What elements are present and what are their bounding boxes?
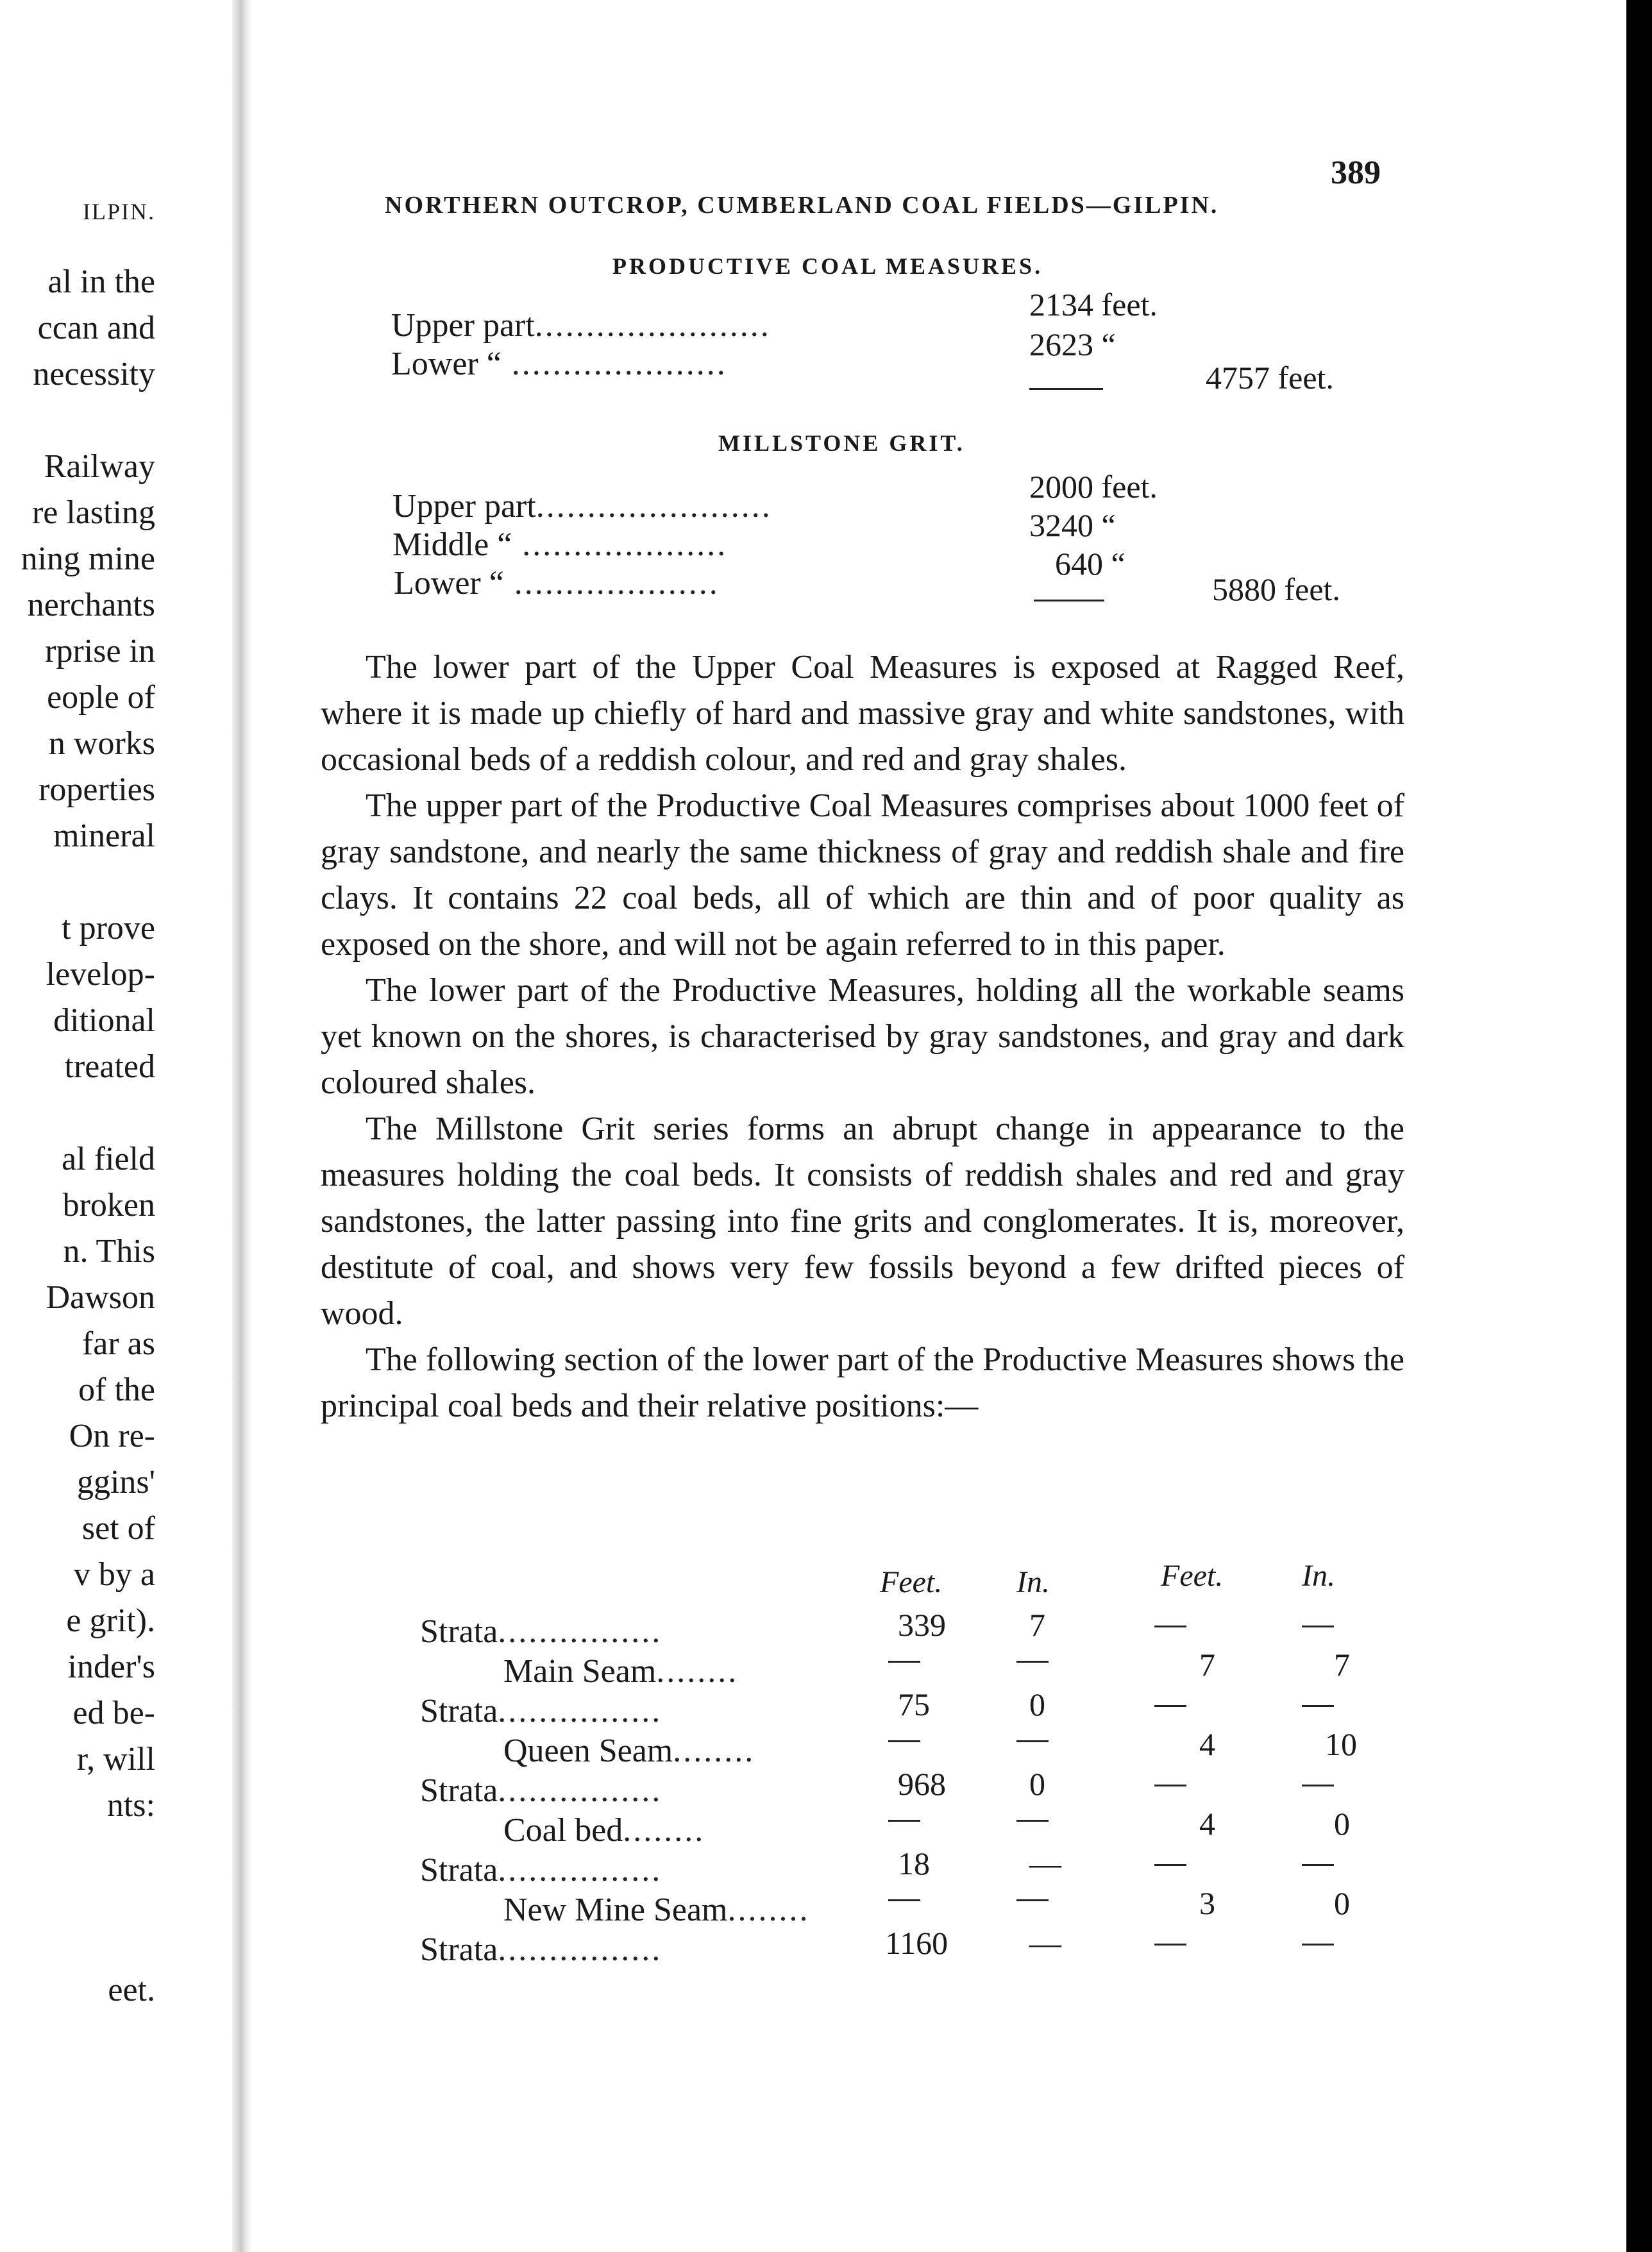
facing-page-line: roperties bbox=[38, 771, 155, 808]
millstone-row-value: 2000 feet. bbox=[1029, 469, 1158, 505]
facing-page-line: set of bbox=[81, 1510, 155, 1547]
table-row bbox=[420, 1931, 662, 1969]
facing-page-line: re lasting bbox=[31, 494, 155, 531]
cell-feet: 3 bbox=[1199, 1885, 1215, 1921]
productive-row-label: Upper part bbox=[391, 307, 535, 344]
cell-inches: — bbox=[1029, 1925, 1061, 1961]
dot-leader: ................ bbox=[498, 1693, 662, 1729]
table-dash bbox=[1302, 1705, 1334, 1707]
paragraph: The upper part of the Productive Coal Measures comprises about 1000 feet of gray sandstone, and nearly the same thickness of gray and reddish shale and fire clays. It contains 22 coal beds, all of which are thin and of poor quality as exposed on the shore, and will not be again referred to in this paper. bbox=[321, 787, 1404, 962]
table-dash bbox=[1302, 1864, 1334, 1866]
table-row bbox=[420, 1772, 662, 1810]
dot-leader: .................... bbox=[503, 565, 720, 601]
row-label: Coal bed bbox=[503, 1812, 623, 1849]
facing-page-line: Railway bbox=[44, 448, 155, 485]
cell-inches: — bbox=[1029, 1845, 1061, 1881]
row-label: Strata bbox=[420, 1931, 498, 1968]
millstone-row-value: 3240 “ bbox=[1029, 507, 1116, 543]
cell-inches: 0 bbox=[1334, 1806, 1350, 1842]
table-dash bbox=[1154, 1705, 1186, 1707]
facing-page-line: v by a bbox=[73, 1556, 155, 1593]
dot-leader: ........ bbox=[673, 1733, 755, 1769]
scan-edge-right bbox=[1626, 0, 1652, 2252]
facing-page-line: Dawson bbox=[46, 1279, 155, 1316]
cell-feet: 1160 bbox=[885, 1925, 948, 1961]
row-label: Queen Seam bbox=[503, 1733, 673, 1769]
row-label: Strata bbox=[420, 1693, 498, 1729]
millstone-row-value: 640 “ bbox=[1055, 546, 1125, 582]
facing-page-line: ccan and bbox=[37, 310, 155, 346]
facing-page-line: On re- bbox=[69, 1418, 155, 1454]
sum-rule bbox=[1034, 600, 1104, 601]
book-gutter bbox=[232, 0, 251, 2252]
facing-page-line: levelop- bbox=[46, 956, 155, 993]
dot-leader: ................ bbox=[498, 1613, 662, 1650]
column-header: In. bbox=[1016, 1565, 1050, 1599]
table-dash bbox=[888, 1661, 920, 1663]
dot-leader: ................ bbox=[498, 1772, 662, 1809]
body-text bbox=[321, 644, 1404, 1429]
facing-page-line: al in the bbox=[47, 264, 155, 300]
table-row bbox=[503, 1652, 738, 1691]
millstone-row bbox=[394, 564, 720, 603]
facing-page-line: ggins' bbox=[76, 1464, 155, 1500]
facing-page-line: broken bbox=[62, 1187, 155, 1223]
table-dash bbox=[1302, 1785, 1334, 1786]
dot-leader: ....................... bbox=[534, 307, 771, 344]
facing-page-line: ditional bbox=[53, 1002, 155, 1039]
facing-page-line: t prove bbox=[62, 910, 155, 946]
cell-inches: 0 bbox=[1029, 1686, 1045, 1722]
facing-page-line: ed be- bbox=[72, 1695, 155, 1731]
table-dash bbox=[1302, 1944, 1334, 1945]
row-label: Strata bbox=[420, 1852, 498, 1888]
running-head: NORTHERN OUTCROP, CUMBERLAND COAL FIELDS—GILPIN. bbox=[385, 192, 1219, 219]
productive-heading: PRODUCTIVE COAL MEASURES. bbox=[612, 253, 1043, 279]
table-row bbox=[503, 1811, 705, 1850]
column-header: Feet. bbox=[1161, 1559, 1224, 1593]
table-dash bbox=[888, 1740, 920, 1742]
facing-page-line: mineral bbox=[53, 818, 155, 854]
paragraph: The lower part of the Productive Measures, holding all the workable seams yet known on the shores, is characterised by gray sandstones, and gray and dark coloured shales. bbox=[321, 972, 1404, 1101]
facing-page-line: n works bbox=[48, 725, 155, 762]
facing-page-line: of the bbox=[78, 1372, 155, 1408]
cell-inches: 10 bbox=[1325, 1726, 1357, 1762]
table-row bbox=[420, 1613, 662, 1651]
facing-page-line: nerchants bbox=[27, 587, 155, 623]
cell-inches: 7 bbox=[1029, 1607, 1045, 1643]
facing-page-line: n. This bbox=[63, 1233, 155, 1270]
facing-page-line: nts: bbox=[106, 1787, 155, 1824]
facing-page-line: inder's bbox=[67, 1649, 155, 1685]
row-label: Strata bbox=[420, 1772, 498, 1809]
millstone-row-label: Middle “ bbox=[392, 526, 512, 563]
cell-feet: 75 bbox=[898, 1686, 930, 1722]
millstone-row-label: Lower “ bbox=[394, 565, 504, 601]
dot-leader: ....................... bbox=[535, 488, 772, 525]
cell-feet: 7 bbox=[1199, 1647, 1215, 1683]
table-dash bbox=[1016, 1899, 1049, 1901]
facing-page-line: necessity bbox=[33, 356, 155, 392]
table-dash bbox=[1016, 1740, 1049, 1742]
table-dash bbox=[1016, 1661, 1049, 1663]
facing-page-line: rprise in bbox=[45, 633, 155, 669]
sum-rule bbox=[1029, 388, 1103, 390]
dot-leader: ................ bbox=[498, 1852, 662, 1888]
dot-leader: ................ bbox=[498, 1931, 662, 1968]
productive-row-label: Lower “ bbox=[391, 346, 501, 382]
dot-leader: ........ bbox=[656, 1653, 739, 1690]
paragraph: The following section of the lower part of the Productive Measures shows the principal coal beds and their relative positions:— bbox=[321, 1341, 1404, 1424]
millstone-heading: MILLSTONE GRIT. bbox=[718, 430, 965, 456]
table-row bbox=[420, 1851, 662, 1890]
facing-page-line: al field bbox=[62, 1141, 155, 1177]
facing-page-line: far as bbox=[81, 1325, 155, 1362]
millstone-total: 5880 feet. bbox=[1212, 571, 1340, 607]
facing-page-line: e grit). bbox=[66, 1602, 155, 1639]
millstone-row bbox=[392, 526, 727, 564]
cell-inches: 7 bbox=[1334, 1647, 1350, 1683]
table-dash bbox=[1302, 1626, 1334, 1627]
productive-row bbox=[391, 307, 771, 345]
table-dash bbox=[888, 1899, 920, 1901]
productive-total: 4757 feet. bbox=[1206, 360, 1334, 396]
paragraph: The Millstone Grit series forms an abrupt change in appearance to the measures holding the coal beds. It consists of reddish shales and red and gray sandstones, the latter passing into fine grits and conglomerates. It is, moreover, destitute of coal, and shows very few fossils beyond a few drifted pieces of wood. bbox=[321, 1111, 1404, 1332]
dot-leader: ........ bbox=[623, 1812, 705, 1849]
dot-leader: ........ bbox=[727, 1892, 810, 1928]
table-row bbox=[420, 1692, 662, 1731]
column-header: In. bbox=[1302, 1559, 1335, 1593]
dot-leader: ..................... bbox=[501, 346, 727, 382]
table-dash bbox=[1154, 1785, 1186, 1786]
table-dash bbox=[1016, 1820, 1049, 1822]
row-label: Strata bbox=[420, 1613, 498, 1650]
dot-leader: .................... bbox=[512, 526, 728, 563]
facing-page-line: eet. bbox=[108, 1972, 155, 2008]
facing-page-line: r, will bbox=[76, 1741, 155, 1777]
row-label: New Mine Seam bbox=[503, 1892, 728, 1928]
cell-inches: 0 bbox=[1029, 1766, 1045, 1802]
table-dash bbox=[1154, 1864, 1186, 1866]
table-dash bbox=[1154, 1944, 1186, 1945]
cell-feet: 339 bbox=[898, 1607, 946, 1643]
row-label: Main Seam bbox=[503, 1653, 657, 1690]
cell-inches: 0 bbox=[1334, 1885, 1350, 1921]
productive-row-value: 2134 feet. bbox=[1029, 287, 1158, 323]
cell-feet: 968 bbox=[898, 1766, 946, 1802]
page-number: 389 bbox=[1331, 155, 1381, 191]
millstone-row bbox=[392, 487, 772, 526]
facing-page bbox=[0, 0, 231, 2252]
productive-row bbox=[391, 345, 727, 383]
productive-row-value: 2623 “ bbox=[1029, 326, 1116, 362]
page bbox=[257, 0, 1622, 2252]
facing-page-line: eople of bbox=[47, 679, 155, 716]
cell-feet: 4 bbox=[1199, 1726, 1215, 1762]
paragraph: The lower part of the Upper Coal Measures is exposed at Ragged Reef, where it is made up chiefly of hard and massive gray and white sandstones, with occasional beds of a reddish colour, and red and gray shales. bbox=[321, 649, 1404, 778]
cell-feet: 18 bbox=[898, 1845, 930, 1881]
column-header: Feet. bbox=[880, 1565, 943, 1599]
table-dash bbox=[888, 1820, 920, 1822]
cell-feet: 4 bbox=[1199, 1806, 1215, 1842]
millstone-row-label: Upper part bbox=[392, 488, 536, 525]
table-dash bbox=[1154, 1626, 1186, 1627]
table-row bbox=[503, 1891, 809, 1929]
facing-page-line: treated bbox=[64, 1048, 155, 1085]
table-row bbox=[503, 1732, 755, 1770]
facing-page-line: ning mine bbox=[21, 541, 155, 577]
facing-page-header: ILPIN. bbox=[83, 199, 155, 224]
